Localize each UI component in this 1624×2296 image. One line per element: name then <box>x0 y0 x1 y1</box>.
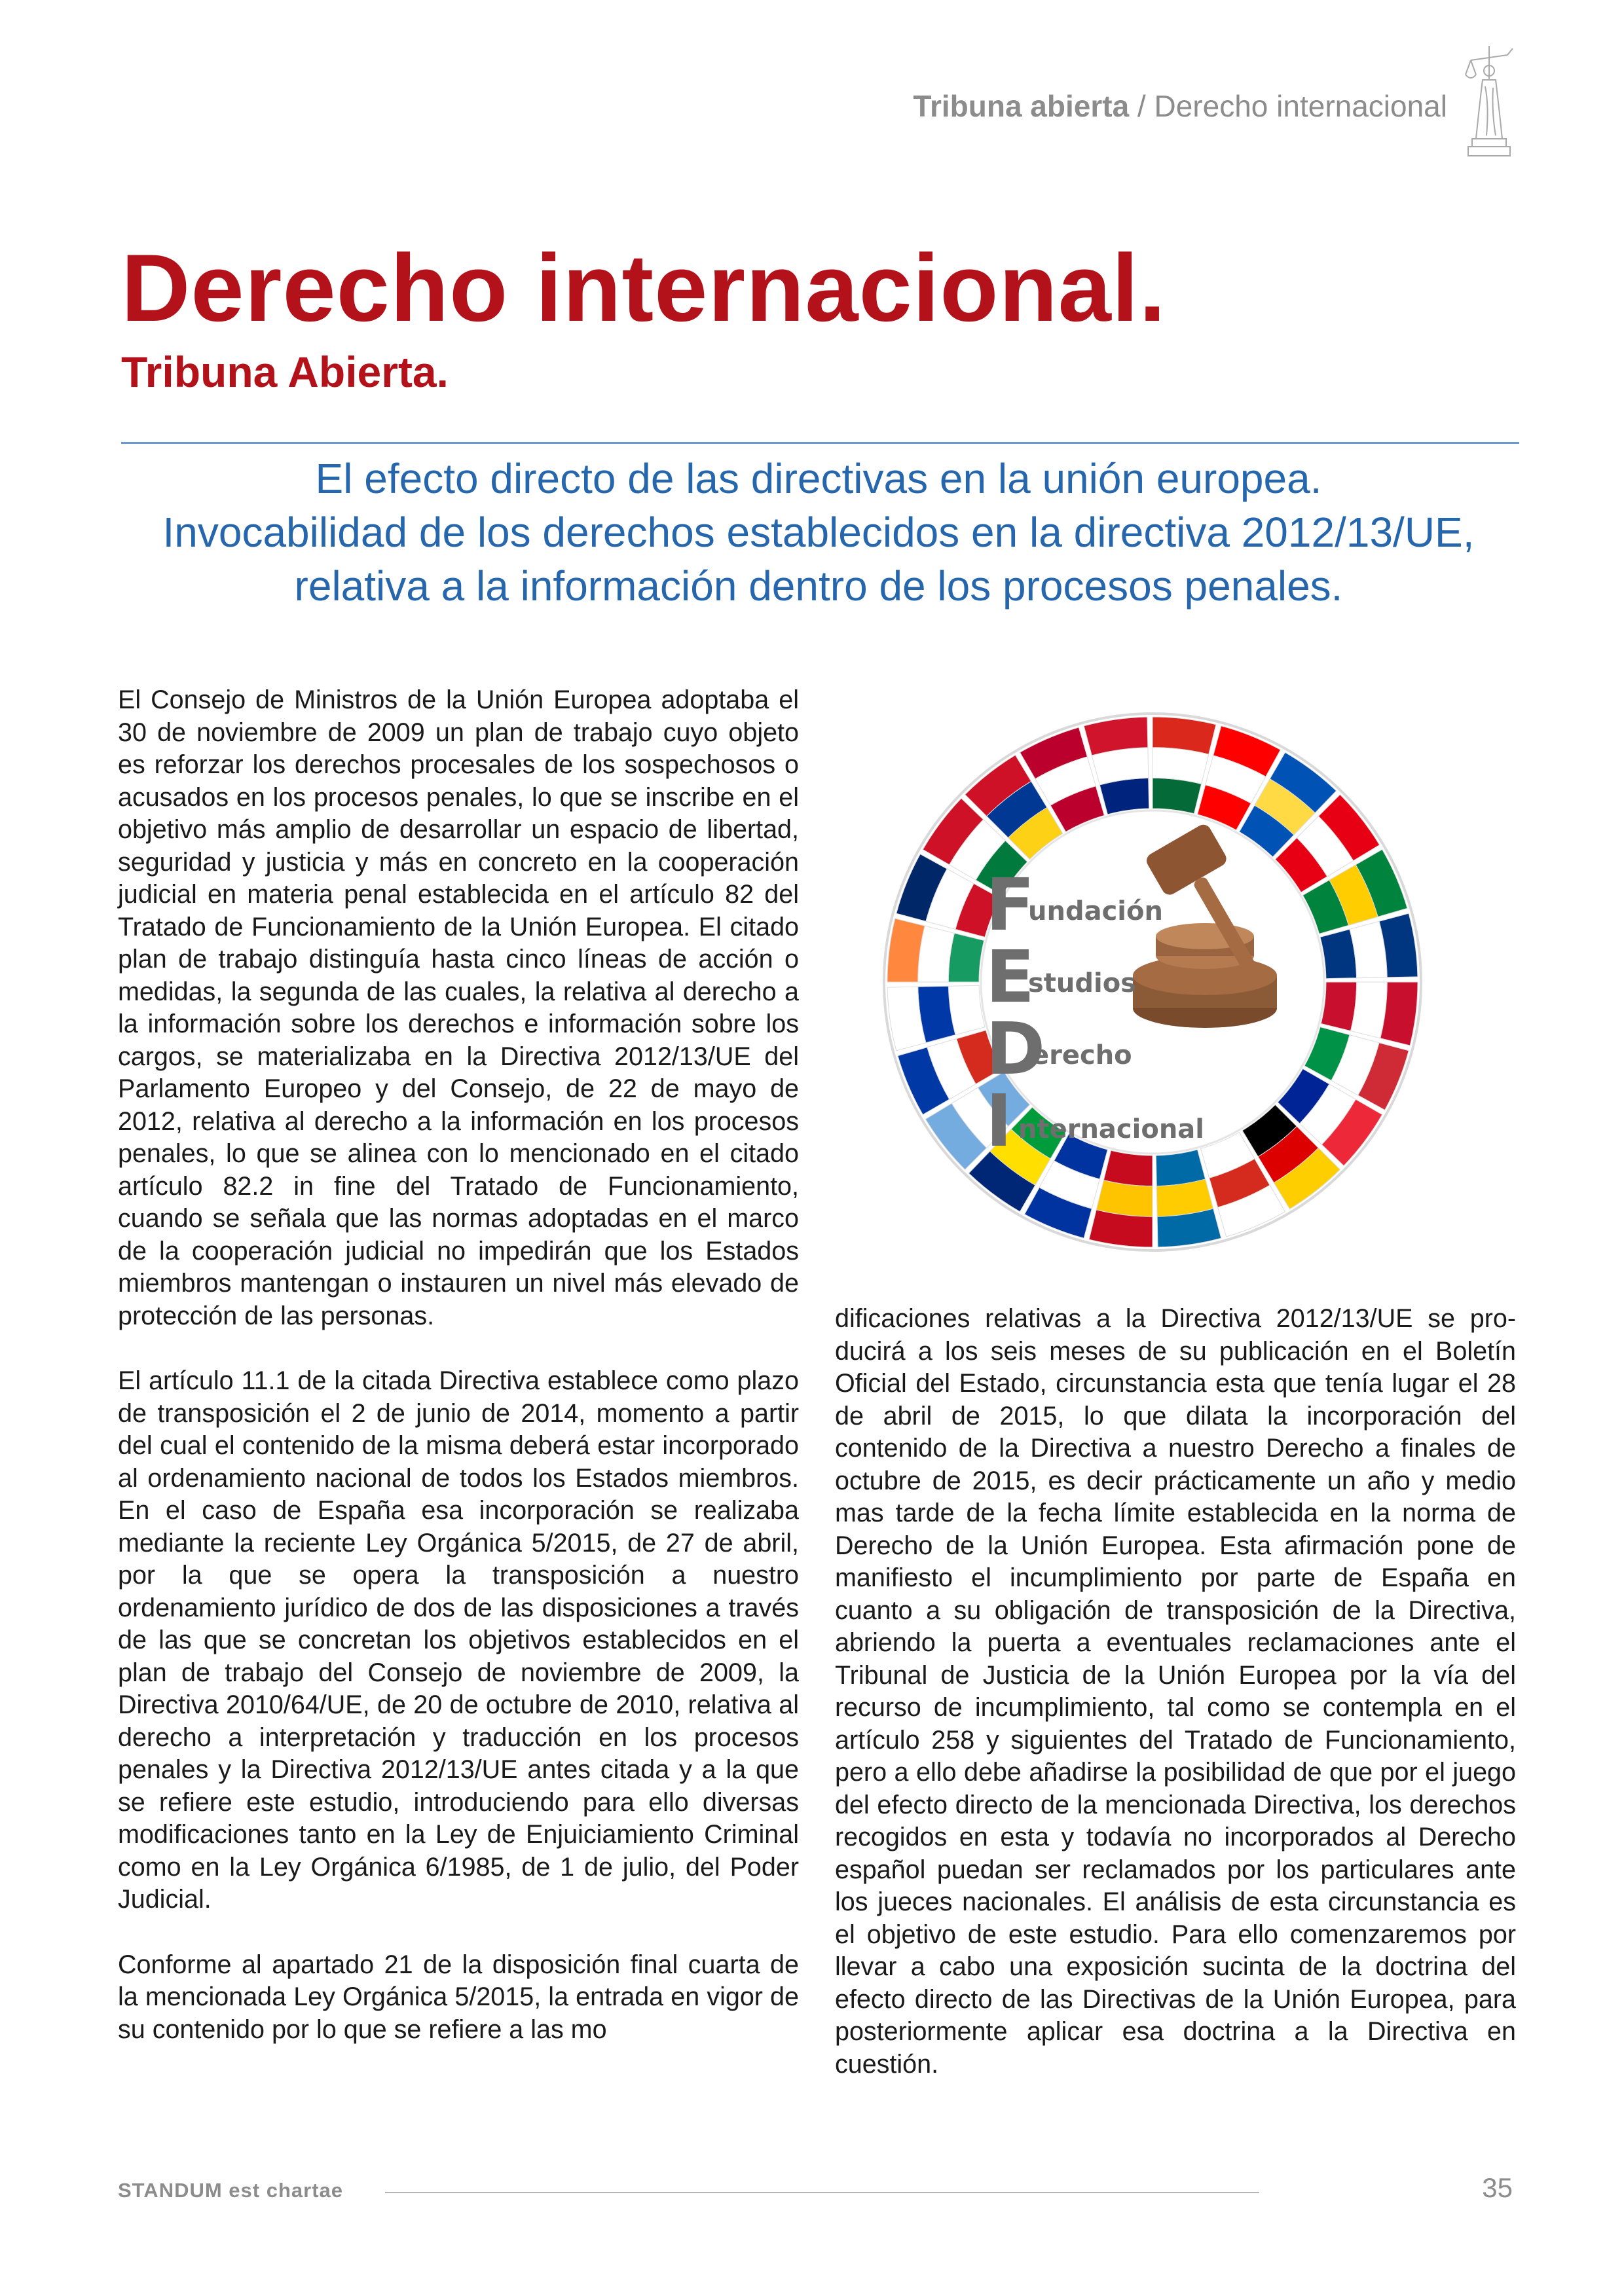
logo-letter-f: F <box>986 863 1035 947</box>
justice-statue-icon <box>1459 41 1519 165</box>
flag-wedge <box>1103 1150 1153 1186</box>
body-paragraph-1: El Consejo de Ministros de la Unión Europea adoptaba el 30 de noviembre de 2009 un plan de trabajo cuyo objeto es reforzar los derechos procesales de los sospechosos o acusados en los procesos penales, lo que se inscribe en el objetivo más amplio de desarrollar un espacio de libertad, seguridad y justicia y más en concreto en la cooperación judicial en materia penal establecida en el artículo 82 del Tratado de Funcionamiento de la Unión Europea. El citado plan de trabajo distinguía hasta cinco líneas de acción o medidas, la segunda de las cuales, la relativa al derecho a la información sobre los derechos e información sobre los cargos, se materializaba en la Directiva 2012/13/UE del Parlamento Europeo y del Consejo, de 22 de mayo de 2012, relativa al derecho a la información en los procesos penales, lo que se alinea con lo mencionado en el citado artículo 82.2 in fine del Tratado de Funcionamiento, cuando se señala que las normas adoptadas en el marco de la cooperación judicial no impedirán que los Estados miembros mantengan o instauren un nivel más elevado de protección de las personas. <box>118 685 799 1330</box>
main-title: Derecho internacional. <box>121 234 1166 341</box>
flag-wedge <box>1321 982 1356 1031</box>
headline-line-3: relativa a la información dentro de los procesos penales. <box>294 562 1343 610</box>
page-number: 35 <box>1482 2172 1513 2203</box>
flag-wedge <box>1099 778 1149 814</box>
logo-word-4: nternacional <box>1018 1114 1205 1144</box>
headline-line-2: Invocabilidad de los derechos establecidos en la directiva 2012/13/UE, <box>162 509 1475 556</box>
logo-word-2: studios <box>1028 968 1137 998</box>
logo-word-3: erecho <box>1031 1040 1132 1070</box>
body-paragraph-4: dificaciones relativas a la Directiva 2012/13/UE se producirá a los seis meses de su publicación en el Boletín Oficial del Estado, circunstancia esta que tenía lugar el 28 de abril de 2015, lo que dilata la incorporación del contenido de la Directiva a nuestro Derecho a finales de octubre de 2015, es decir prácticamente un año y medio mas tarde de la fecha límite establecida en la norma de Derecho de la Unión Europea. Esta afirmación pone de manifiesto el incumplimiento por parte de España en cuanto a su obligación de transposición de la Directiva, abriendo la puerta a eventuales reclamaciones ante el Tribunal de Justicia de la Unión Europea por la vía del recurso de incumplimiento, tal como se contempla en el artículo 258 y siguientes del Tratado de Funcionamiento, pero a ello debe añadirse la posibilidad de que por el juego del efecto directo de la mencionada Directiva, los derechos recogidos en esta y todavía no incorporados al Derecho español puedan ser reclamados por los particulares ante los jueces nacionales. El análisis de esta circunstancia es el objetivo de este estudio. Para ello comenzaremos por llevar a cabo una exposición sucinta de la doctrina del efecto directo de las Directivas de la Unión Europea, para posteriormente aplicar esa doctrina a la Directiva en cuestión. <box>835 1304 1516 2079</box>
flag-wedge <box>1096 1180 1153 1217</box>
fedi-logo <box>871 701 1434 1264</box>
body-paragraph-2: El artículo 11.1 de la citada Directiva establece como plazo de transposición el 2 de junio de 2014, momento a partir del cual el contenido de la misma deberá estar incorporado al ordenamiento nacional de todos los Estados miembros. En el caso de España esa incorporación se realizaba mediante la reciente Ley Orgánica 5/2015, de 27 de abril, por la que se opera la transposición a nuestro ordenamiento jurídico de dos de las disposiciones a través de las que se concretan los objetivos establecidos en el plan de trabajo del Consejo de noviembre de 2009, la Directiva 2010/64/UE, de 20 de octubre de 2010, relativa al derecho a interpretación y traducción en los procesos penales y la Directiva 2012/13/UE antes citada y a la que se refiere este estudio, introduciendo para ello diversas modificaciones tanto en la Ley de Enjuiciamiento Criminal como en la Ley Orgánica 6/1985, de 1 de julio, del Poder Judicial. <box>118 1366 799 1914</box>
logo-letter-d: D <box>986 1007 1046 1091</box>
subtitle: Tribuna Abierta. <box>121 348 449 396</box>
body-column-right <box>835 1303 1516 2113</box>
flag-wedge <box>1153 778 1202 813</box>
running-head <box>913 88 1447 124</box>
flag-wedge <box>1153 748 1209 784</box>
flag-wedge <box>1156 1150 1205 1186</box>
title-divider <box>121 442 1519 444</box>
footer-divider <box>385 2192 1259 2193</box>
section-name: Tribuna abierta <box>913 89 1130 123</box>
flag-wedge <box>1351 982 1388 1038</box>
flag-wedge <box>918 926 955 982</box>
headline-line-1: El efecto directo de las directivas en la unión europea. <box>315 455 1322 502</box>
footer-brand: STANDUM est chartae <box>118 2179 344 2202</box>
flag-wedge <box>1320 929 1357 978</box>
flag-wedge <box>948 933 984 982</box>
section-subname: / Derecho internacional <box>1129 89 1447 123</box>
body-paragraph-3: Conforme al apartado 21 de la disposición final cuarta de la mencionada Ley Orgánica 5/2015, la entrada en vigor de su contenido por lo que se refiere a las mo <box>118 1950 799 2044</box>
article-headline <box>98 452 1539 613</box>
body-column-left <box>118 684 799 2079</box>
logo-letter-e: E <box>986 935 1035 1019</box>
logo-word-1: undación <box>1028 896 1163 926</box>
flag-wedge <box>948 985 985 1034</box>
logo-letter-i: I <box>986 1079 1012 1163</box>
